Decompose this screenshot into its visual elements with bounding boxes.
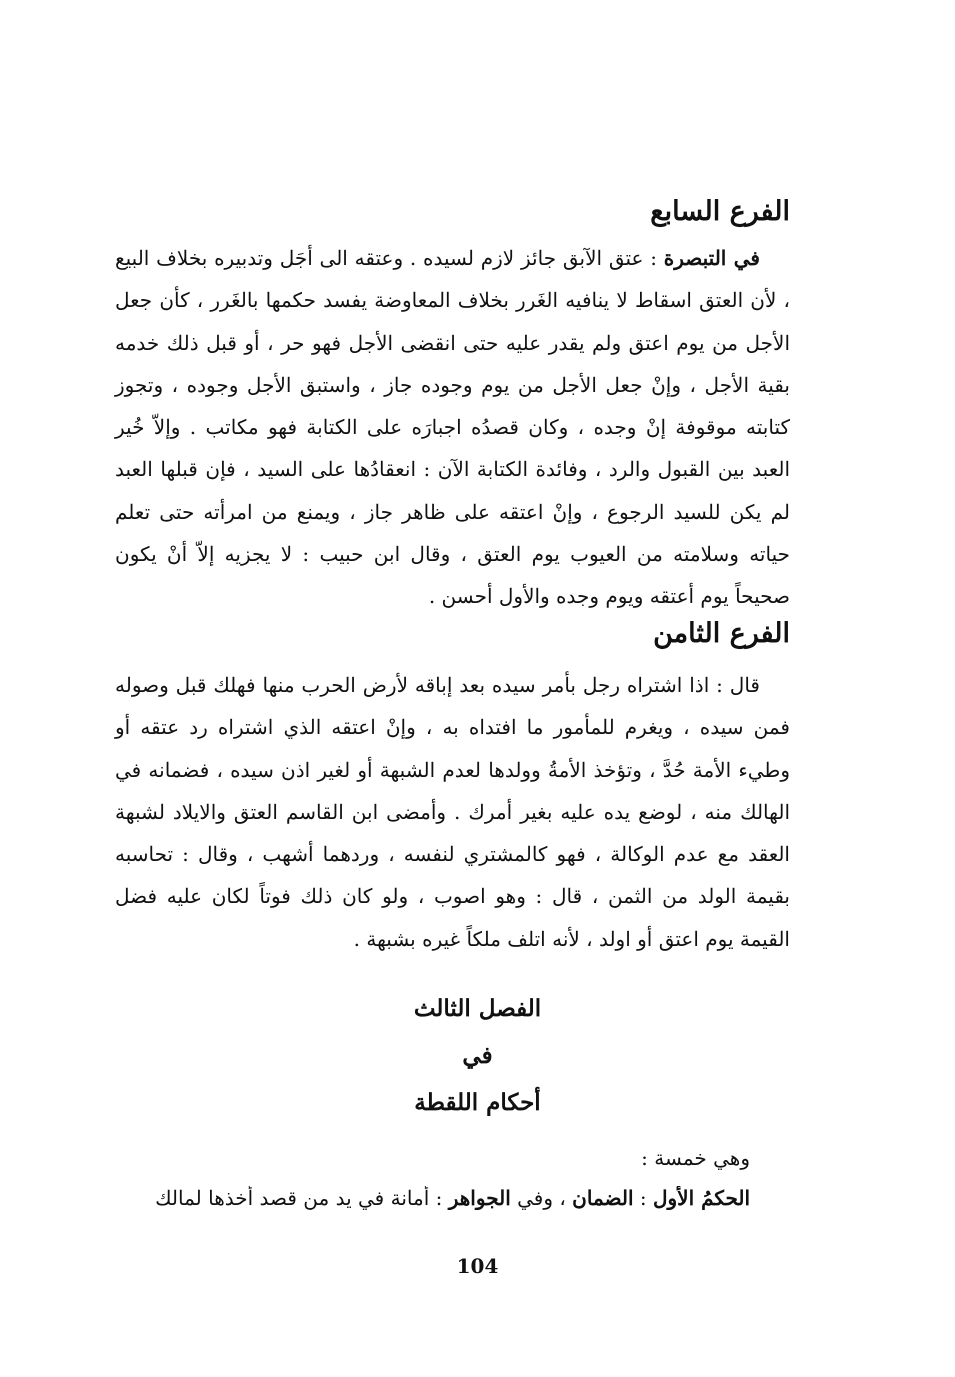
first-ruling-label: الحكمُ الأول — [652, 1186, 750, 1210]
paragraph-eighth: قال : اذا اشتراه رجل بأمر سيده بعد إباقه لأرض الحرب منها فهلك قبل وصوله فمن سيده ، ويغرم للمأمور ما افتداه به ، وإنْ اعتقه الذي اشتراه رد عتقه أو وطيء الأمة حُدَّ ، وتؤخذ الأمةُ وولدها لعدم الشبهة أو لغير اذن سيده ، فضمانه في الهالك منه ، لوضع يده عليه بغير أمرك . وأمضى ابن القاسم العتق والايلاد لشبهة العقد مع عدم الوكالة ، فهو كالمشتري لنفسه ، وردهما أشهب ، وقال : تحاسبه بقيمة الولد من الثمن ، قال : وهو اصوب ، ولو كان ذلك فوتاً لكان عليه فضل القيمة يوم اعتق أو اولد ، لأنه اتلف ملكاً غيره بشبهة . — [115, 673, 790, 951]
chapter-subtitle: أحكام اللقطة — [414, 1089, 541, 1116]
first-ruling-connector: ، وفي — [510, 1186, 573, 1210]
section-heading-seventh: الفرع السابع — [650, 196, 790, 227]
source-name-jawahir: الجواهر — [448, 1186, 511, 1210]
first-ruling-text: : أمانة في يد من قصد أخذها لمالك — [155, 1186, 449, 1210]
page-number: 104 — [456, 1254, 499, 1278]
source-name-tabsira: في التبصرة — [663, 246, 760, 270]
section-heading-eighth: الفرع الثامن — [653, 618, 790, 649]
first-ruling-line — [115, 1186, 750, 1210]
section-seventh-text — [115, 237, 790, 618]
chapter-title: الفصل الثالث — [413, 995, 542, 1022]
first-ruling-separator: : — [633, 1186, 653, 1210]
section-eighth-text — [115, 664, 790, 960]
chapter-title-connector: في — [462, 1042, 493, 1069]
chapter-intro: وهي خمسة : — [641, 1146, 750, 1170]
paragraph-seventh — [115, 237, 790, 618]
first-ruling-topic: الضمان — [572, 1186, 634, 1210]
paragraph-seventh-body: : عتق الآبق جائز لازم لسيده . وعتقه الى أجَل وتدبيره بخلاف البيع ، لأن العتق اسقاط لا ينافيه الغَرر بخلاف المعاوضة يفسد حكمها بالغَرر ، كأن جعل الأجل من يوم اعتق ولم يقدر عليه حتى انقضى الأجل فهو حر ، أو قبل ذلك خدمه بقية الأجل ، وإنْ جعل الأجل من يوم وجوده جاز ، واستبق الأجل وجوده ، وتجوز كتابته موقوفة إنْ وجده ، وكان قصدُه اجبارَه على الكتابة فهو مكاتب . وإلاّ خُير العبد بين القبول والرد ، وفائدة الكتابة الآن : انعقادُها على السيد ، فإن قبلها العبد لم يكن للسيد الرجوع ، وإنْ اعتقه على ظاهر جاز ، ويمنع من امرأته حتى تعلم حياته وسلامته من العيوب يوم العتق ، وقال ابن حبيب : لا يجزيه إلاّ أنْ يكون صحيحاً يوم أعتقه ويوم وجده والأول أحسن . — [115, 246, 790, 609]
